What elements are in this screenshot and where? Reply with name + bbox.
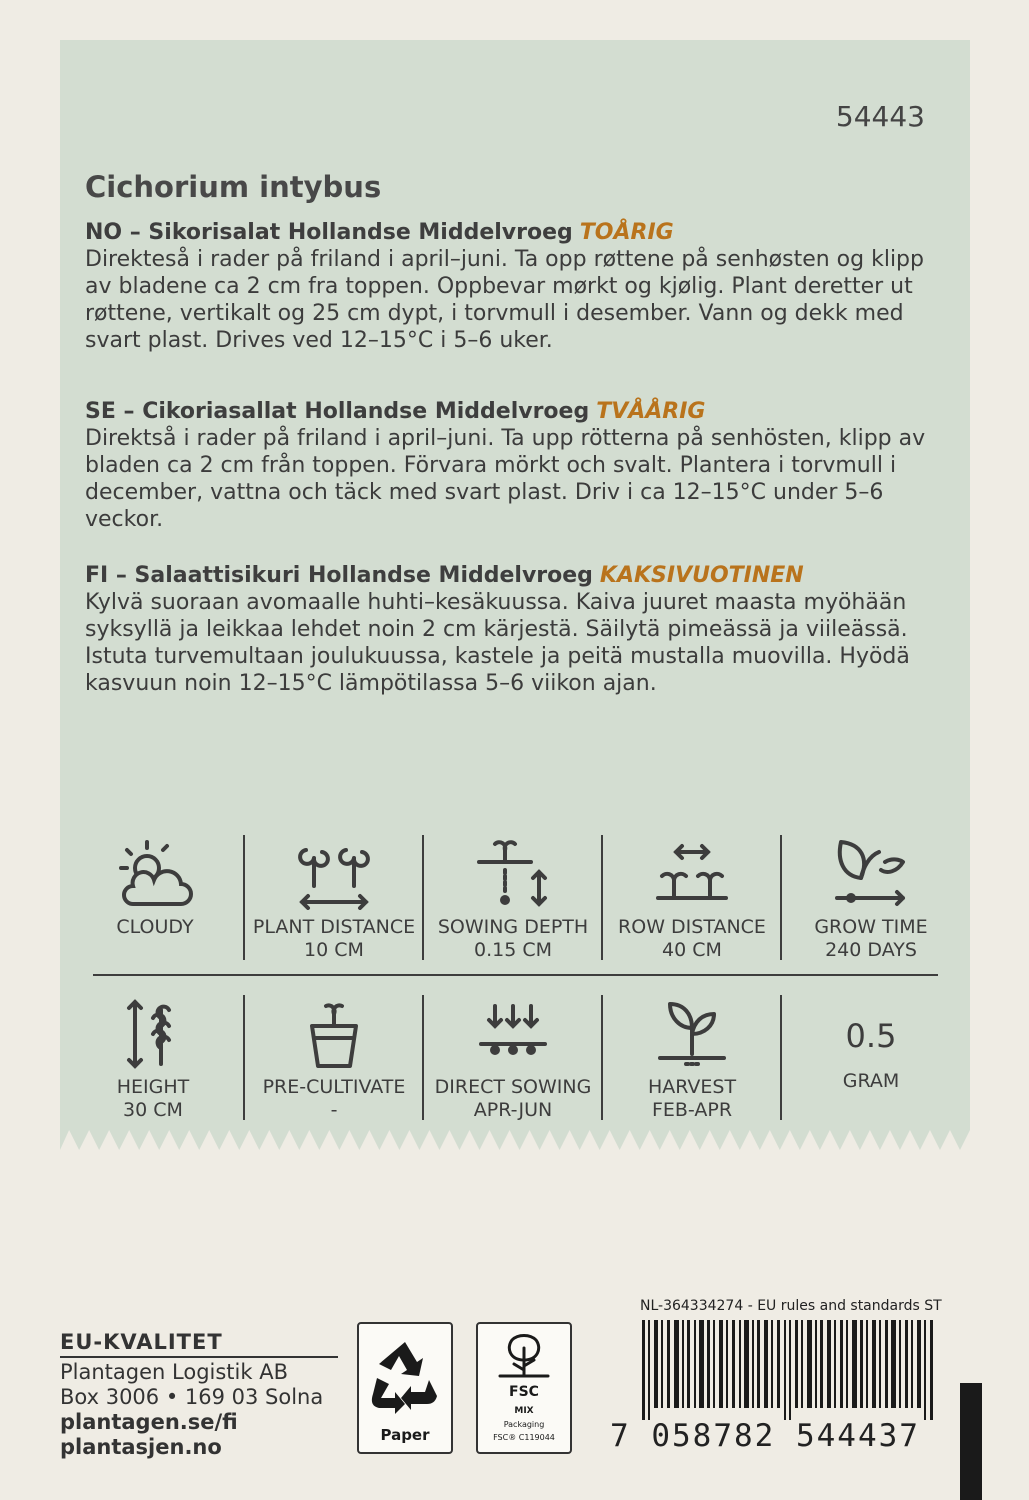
info-label: GROW TIME: [814, 916, 928, 938]
website-fi-link[interactable]: plantagen.se/fi: [60, 1410, 238, 1434]
company-info: [60, 1330, 338, 1460]
recycle-label: Paper: [380, 1426, 430, 1444]
info-direct-sowing: [424, 998, 602, 1122]
info-row-distance: [603, 838, 781, 962]
sowing-depth-icon: [473, 838, 553, 910]
fsc-tree-icon: [496, 1330, 552, 1380]
quality-mark: EU-KVALITET: [60, 1330, 338, 1358]
info-value: 240 DAYS: [825, 939, 917, 961]
info-label: PLANT DISTANCE: [252, 916, 416, 938]
recycle-icon: [365, 1334, 445, 1414]
info-value: -: [330, 1099, 338, 1121]
section-text: Kylvä suoraan avomaalle huhti–kesäkuussa. Kaiva juuret maasta myöhään syksyllä ja leikkaa lehdet noin 2 cm kärjestä. Säilytä pimeässä ja viileässä. Istuta turvemultaan joulukuussa, kastele ja peitä mustalla muovilla. Hyödä kasvuun noin 12–15°C lämpötilassa 5–6 viikon ajan.: [85, 590, 910, 696]
row-distance-icon: [652, 838, 732, 910]
info-height: [64, 998, 242, 1122]
section-se: [85, 398, 945, 533]
fsc-label: FSC: [509, 1384, 539, 1400]
product-code: 54443: [835, 100, 925, 133]
section-fi: [85, 562, 945, 697]
website-no-link[interactable]: plantasjen.no: [60, 1435, 222, 1459]
info-harvest: [603, 998, 781, 1122]
barcode-area: [610, 1298, 950, 1454]
cloudy-icon: [115, 838, 195, 910]
weight-value: 0.5: [845, 1017, 897, 1055]
section-tag: TOÅRIG: [579, 220, 674, 245]
eu-standards-line: NL-364334274 - EU rules and standards ST: [640, 1298, 942, 1314]
info-sowing-depth: [424, 838, 602, 962]
plant-distance-icon: [294, 838, 374, 910]
grow-time-icon: [831, 838, 911, 910]
info-label: GRAM: [842, 1070, 900, 1092]
info-value: 40 CM: [662, 939, 722, 961]
harvest-icon: [652, 998, 732, 1070]
info-grow-time: [782, 838, 960, 962]
section-tag: KAKSIVUOTINEN: [599, 563, 804, 588]
fsc-mix: MIX: [514, 1406, 534, 1416]
info-weight: [782, 998, 960, 1093]
section-no: [85, 219, 945, 354]
info-label: SOWING DEPTH: [437, 916, 589, 938]
recycle-badge: [357, 1322, 453, 1454]
company-address: Box 3006 • 169 03 Solna: [60, 1385, 324, 1409]
barcode-digits: 7 058782 544437: [610, 1418, 920, 1454]
info-value: FEB-APR: [651, 1099, 733, 1121]
fsc-code: FSC® C119044: [493, 1433, 555, 1442]
section-heading: FI – Salaattisikuri Hollandse Middelvroeg: [85, 563, 593, 588]
info-label: HEIGHT: [116, 1076, 190, 1098]
info-label: DIRECT SOWING: [434, 1076, 592, 1098]
info-value: 0.15 CM: [473, 939, 552, 961]
fsc-packaging: Packaging: [503, 1420, 545, 1429]
company-name: Plantagen Logistik AB: [60, 1360, 288, 1384]
info-label: ROW DISTANCE: [618, 916, 766, 938]
section-heading: SE – Cikoriasallat Hollandse Middelvroeg: [85, 399, 590, 424]
section-text: Direktså i rader på friland i april–juni. Ta upp rötterna på senhösten, klipp av bladen ca 2 cm från toppen. Förvara mörkt och svalt. Plantera i torvmull i december, vattna och täck med svart plast. Driv i ca 12–15°C under 5–6 veckor.: [85, 426, 926, 532]
latin-name: Cichorium intybus: [85, 170, 382, 204]
direct-sowing-icon: [473, 998, 553, 1070]
info-cloudy: [66, 838, 244, 939]
section-text: Direkteså i rader på friland i april–juni. Ta opp røttene på senhøsten og klipp av bladene ca 2 cm fra toppen. Oppbevar mørkt og kjølig. Plant deretter ut røttene, vertikalt og 25 cm dypt, i torvmull i desember. Vann og dekk med svart plast. Drives ved 12–15°C i 5–6 uker.: [85, 247, 924, 353]
info-value: APR-JUN: [473, 1099, 553, 1121]
info-label: HARVEST: [647, 1076, 737, 1098]
info-label: PRE-CULTIVATE: [262, 1076, 406, 1098]
info-pre-cultivate: [245, 998, 423, 1122]
fsc-badge: [476, 1322, 572, 1454]
section-heading: NO – Sikorisalat Hollandse Middelvroeg: [85, 220, 573, 245]
section-tag: TVÅÅRIG: [596, 399, 706, 424]
edge-mark: [960, 1383, 982, 1500]
info-value: 30 CM: [123, 1099, 183, 1121]
info-plant-distance: [245, 838, 423, 962]
barcode: [640, 1320, 940, 1420]
info-value: 10 CM: [304, 939, 364, 961]
info-label: CLOUDY: [116, 916, 194, 938]
height-icon: [113, 998, 193, 1070]
pre-cultivate-icon: [294, 998, 374, 1070]
